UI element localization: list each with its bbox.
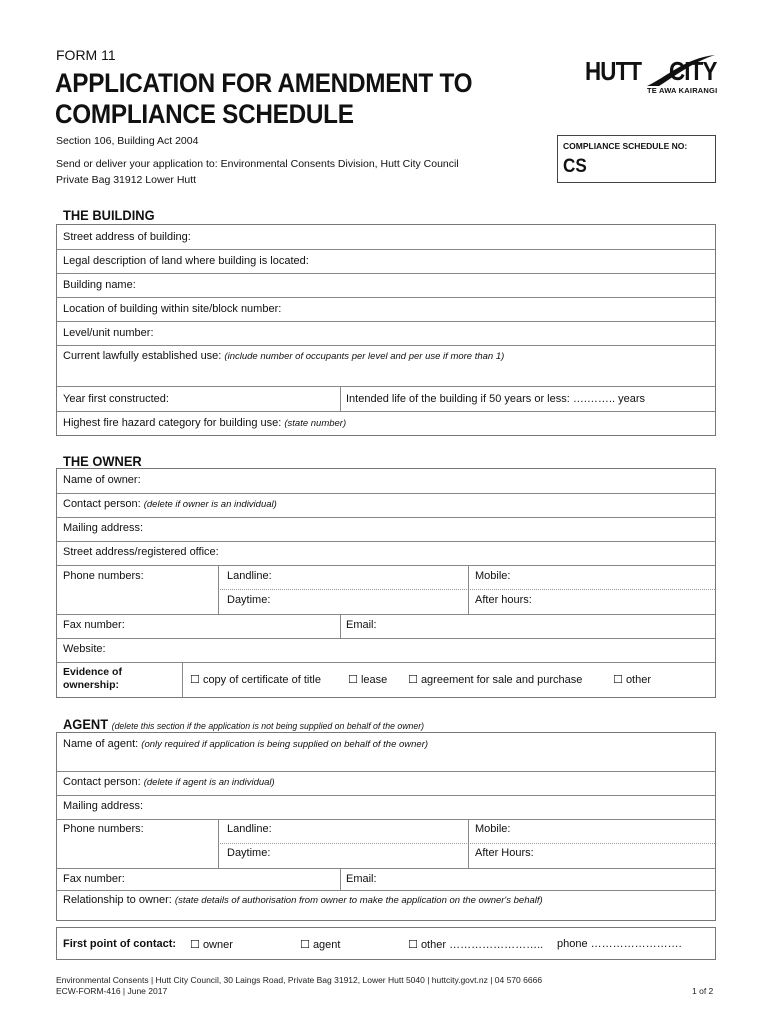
agent-fax-field[interactable]: Fax number: (63, 873, 125, 885)
evidence-other-option[interactable] (613, 673, 651, 686)
evidence-line-2: ownership: (63, 679, 120, 691)
agent-name-note: (only required if application is being supplied on behalf of the owner) (141, 739, 429, 750)
agent-name-label: Name of agent: (63, 738, 139, 750)
logo-word-1: HUTT (585, 56, 642, 86)
building-location-field[interactable]: Location of building within site/block number: (63, 303, 282, 315)
owner-fax-field[interactable]: Fax number: (63, 619, 125, 631)
agent-after-hours-field[interactable]: After Hours: (475, 847, 534, 859)
owner-contact-note: (delete if owner is an individual) (143, 499, 277, 510)
evidence-title-label: copy of certificate of title (202, 674, 321, 686)
send-instructions-line-2: Private Bag 31912 Lower Hutt (56, 174, 197, 186)
current-use-field[interactable] (63, 350, 504, 362)
agent-phone-label: Phone numbers: (63, 823, 144, 835)
owner-heading: THE OWNER (63, 453, 142, 469)
owner-after-hours-field[interactable]: After hours: (475, 594, 532, 606)
contact-other-label: other …………………….. (420, 939, 544, 951)
compliance-schedule-number-box[interactable] (557, 135, 716, 183)
current-use-note: (include number of occupants per level and per use if more than 1) (224, 351, 505, 362)
page-number: 1 of 2 (692, 986, 714, 996)
intended-life-field[interactable]: Intended life of the building if 50 years or less: ….…….. years (346, 393, 645, 405)
agent-name-field[interactable] (63, 738, 428, 750)
footer-address: Environmental Consents | Hutt City Council, 30 Laings Road, Private Bag 31912, Lower Hutt 5040 | huttcity.govt.nz | 04 570 6666 (56, 975, 543, 985)
agent-heading-label: AGENT (63, 716, 109, 732)
agent-heading-note: (delete this section if the application is not being supplied on behalf of the owner) (111, 721, 425, 732)
building-section-box (56, 224, 716, 436)
owner-name-field[interactable]: Name of owner: (63, 474, 141, 486)
owner-section-box (56, 468, 716, 698)
form-number: FORM 11 (56, 47, 116, 63)
contact-phone-field[interactable]: phone ……………………. (557, 938, 682, 950)
compliance-schedule-value: CS (563, 156, 587, 177)
current-use-label: Current lawfully established use: (63, 350, 222, 362)
contact-other-option[interactable] (408, 938, 543, 951)
footer-form-code: ECW-FORM-416 | June 2017 (56, 986, 168, 996)
street-address-field[interactable]: Street address of building: (63, 231, 191, 243)
agent-section-box (56, 732, 716, 921)
evidence-of-ownership-label (63, 666, 122, 692)
checkbox-icon[interactable]: ☐ (190, 939, 200, 951)
evidence-lease-option[interactable] (348, 673, 387, 686)
compliance-schedule-label: COMPLIANCE SCHEDULE NO: (563, 141, 688, 151)
owner-contact-label: Contact person: (63, 498, 141, 510)
evidence-other-label: other (625, 674, 652, 686)
owner-mobile-field[interactable]: Mobile: (475, 570, 511, 582)
send-instructions-line-1: Send or deliver your application to: Environmental Consents Division, Hutt City Council (56, 158, 459, 170)
contact-owner-label: owner (202, 939, 233, 951)
agent-relationship-label: Relationship to owner: (63, 894, 172, 906)
logo-subtitle: TE AWA KAIRANGI (647, 86, 718, 95)
fire-hazard-note: (state number) (284, 418, 347, 429)
checkbox-icon[interactable]: ☐ (190, 674, 200, 686)
level-unit-field[interactable]: Level/unit number: (63, 327, 154, 339)
owner-mailing-field[interactable]: Mailing address: (63, 522, 144, 534)
owner-landline-field[interactable]: Landline: (227, 570, 272, 582)
agent-mailing-field[interactable]: Mailing address: (63, 800, 144, 812)
logo-word-2: CITY (669, 56, 717, 86)
evidence-line-1: Evidence of (63, 666, 122, 678)
building-name-field[interactable]: Building name: (63, 279, 136, 291)
agent-heading (63, 716, 424, 732)
agent-relationship-field[interactable] (63, 894, 543, 906)
year-constructed-field[interactable]: Year first constructed: (63, 393, 169, 405)
first-contact-box (56, 927, 716, 960)
evidence-lease-label: lease (360, 674, 388, 686)
owner-daytime-field[interactable]: Daytime: (227, 594, 271, 606)
evidence-agreement-option[interactable] (408, 673, 582, 686)
agent-contact-field[interactable] (63, 776, 275, 788)
legal-description-field[interactable]: Legal description of land where building is located: (63, 255, 309, 267)
owner-phone-label: Phone numbers: (63, 570, 144, 582)
agent-landline-field[interactable]: Landline: (227, 823, 272, 835)
checkbox-icon[interactable]: ☐ (408, 674, 418, 686)
contact-agent-option[interactable] (300, 938, 340, 951)
section-reference: Section 106, Building Act 2004 (56, 135, 199, 147)
agent-contact-note: (delete if agent is an individual) (143, 777, 275, 788)
checkbox-icon[interactable]: ☐ (348, 674, 358, 686)
title-line-2: COMPLIANCE SCHEDULE (55, 99, 354, 129)
building-heading: THE BUILDING (63, 207, 155, 223)
owner-contact-field[interactable] (63, 498, 277, 510)
agent-contact-label: Contact person: (63, 776, 141, 788)
page-title (55, 68, 472, 130)
agent-daytime-field[interactable]: Daytime: (227, 847, 271, 859)
owner-website-field[interactable]: Website: (63, 643, 106, 655)
agent-mobile-field[interactable]: Mobile: (475, 823, 511, 835)
checkbox-icon[interactable]: ☐ (408, 939, 418, 951)
evidence-agreement-label: agreement for sale and purchase (420, 674, 583, 686)
agent-email-field[interactable]: Email: (346, 873, 377, 885)
checkbox-icon[interactable]: ☐ (613, 674, 623, 686)
hutt-city-logo (585, 52, 720, 102)
contact-agent-label: agent (312, 939, 341, 951)
first-contact-label: First point of contact: (63, 938, 177, 950)
evidence-title-option[interactable] (190, 673, 321, 686)
title-line-1: APPLICATION FOR AMENDMENT TO (55, 68, 473, 98)
fire-hazard-label: Highest fire hazard category for building use: (63, 417, 282, 429)
agent-relationship-note: (state details of authorisation from owner to make the application on the owner's behalf) (174, 895, 543, 906)
owner-street-field[interactable]: Street address/registered office: (63, 546, 219, 558)
checkbox-icon[interactable]: ☐ (300, 939, 310, 951)
contact-owner-option[interactable] (190, 938, 233, 951)
fire-hazard-field[interactable] (63, 417, 346, 429)
owner-email-field[interactable]: Email: (346, 619, 377, 631)
